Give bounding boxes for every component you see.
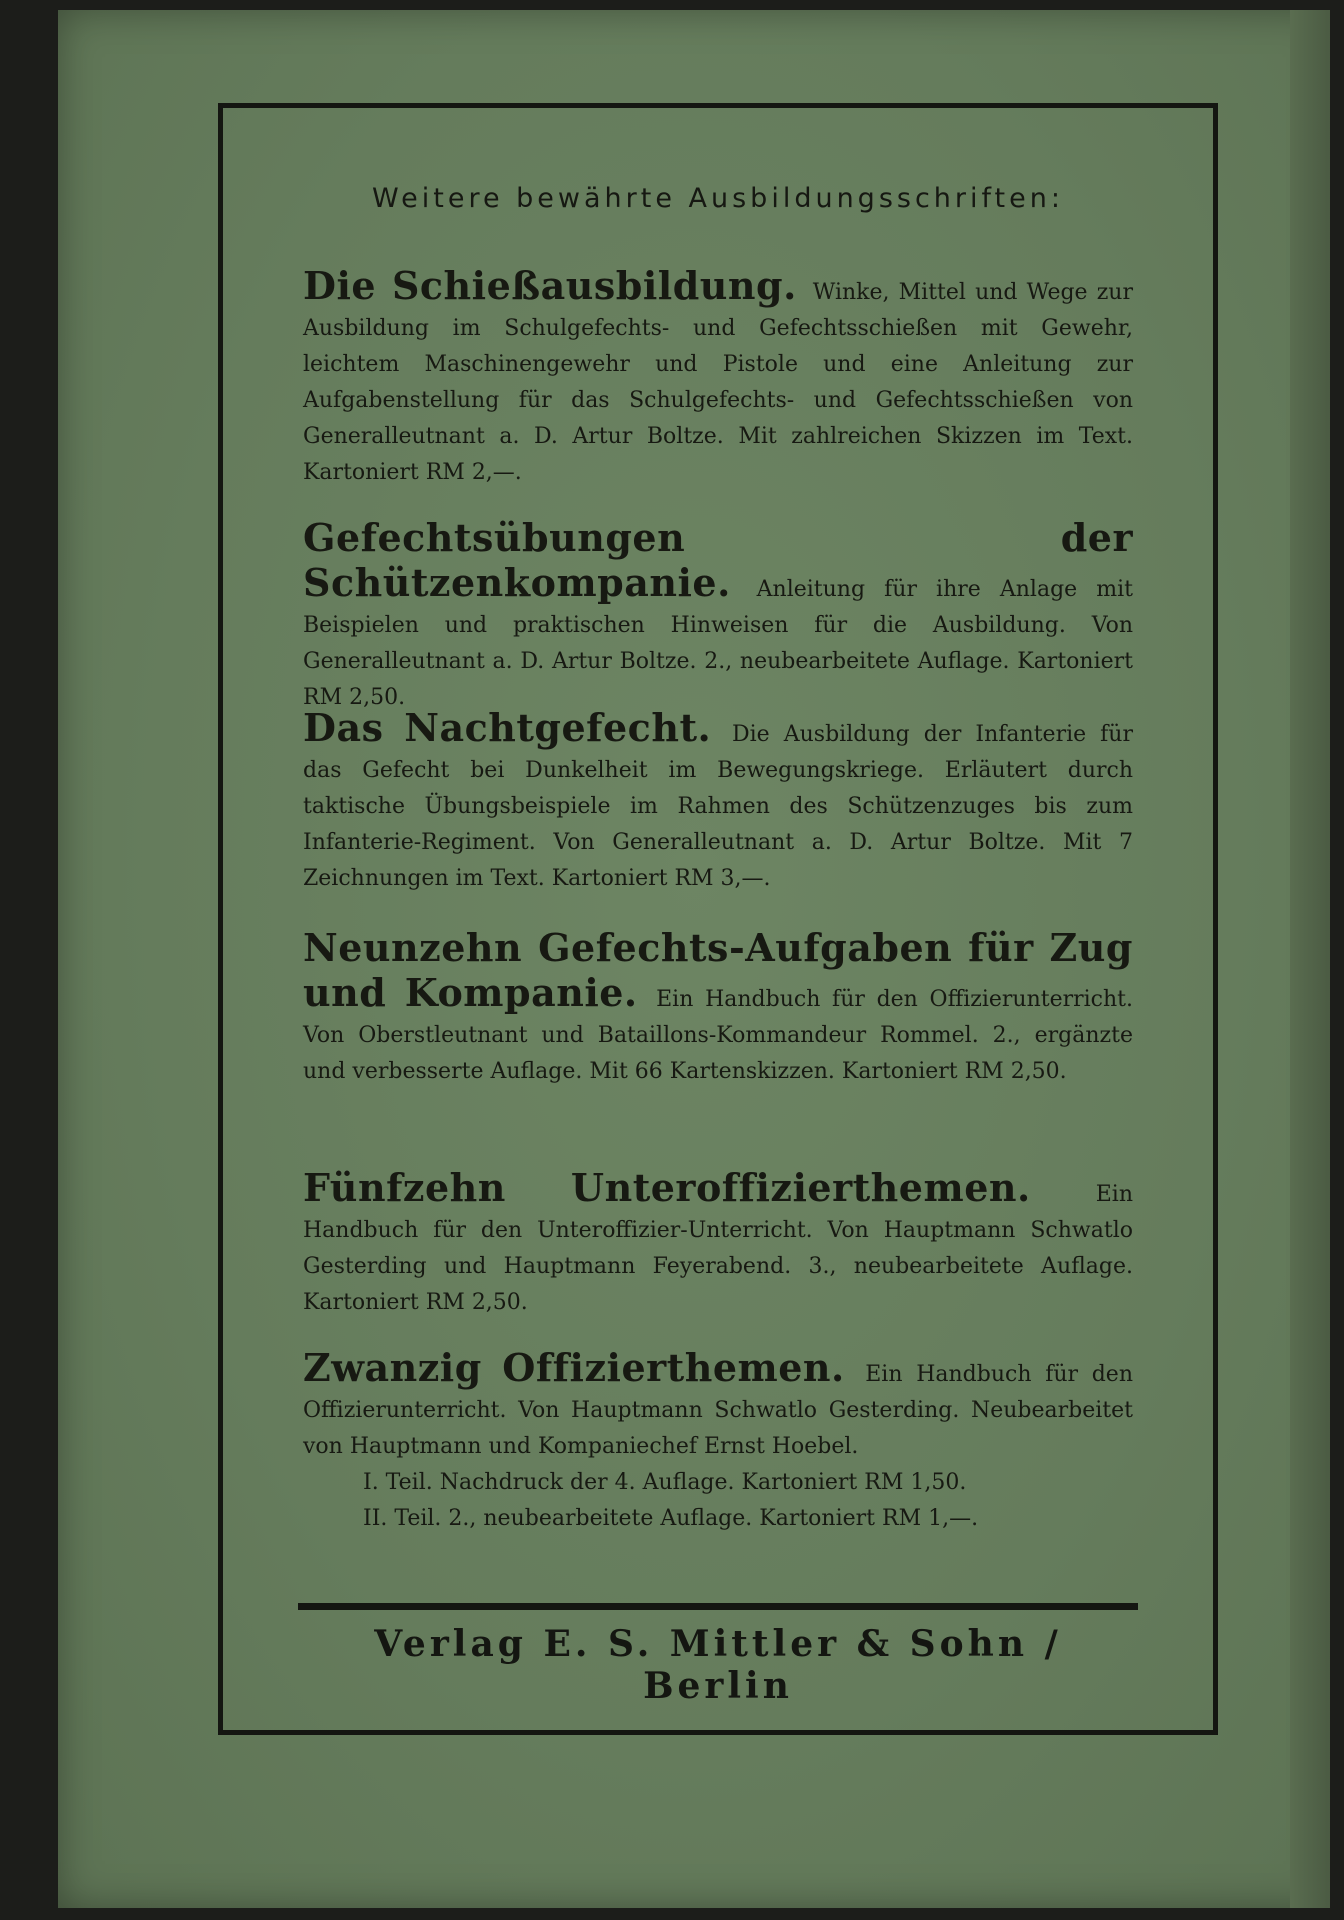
book-entry-unteroffizierthemen bbox=[303, 1165, 1133, 1321]
book-entry-schiessausbildung bbox=[303, 263, 1133, 491]
publisher-imprint: Verlag E. S. Mittler & Sohn / Berlin bbox=[374, 1623, 1062, 1707]
footer-divider bbox=[298, 1603, 1138, 1610]
book-title: Fünfzehn Unteroffizierthemen. bbox=[303, 1165, 1096, 1210]
book-entry-gefechtsaufgaben bbox=[303, 925, 1134, 1090]
book-back-cover bbox=[58, 10, 1330, 1908]
book-title: Die Schießausbildung. bbox=[303, 263, 813, 308]
book-entry-offizierthemen bbox=[303, 1345, 1133, 1537]
book-description: Die Ausbildung der Infanterie für das Gefecht bei Dunkelheit im Bewegungskriege. Erläutert durch taktische Übungsbeispiele im Rahmen des Schützenzuges bis zum Infanterie-Regiment. Von Generalleutnant a. D. Artur Boltze. Mit 7 Zeichnungen im Text. Kartoniert RM 3,—. bbox=[303, 722, 1133, 891]
book-description: Winke, Mittel und Wege zur Ausbildung im Schulgefechts- und Gefechtsschießen mit Gewehr, leichtem Maschinengewehr und Pistole und eine Anleitung zur Aufgabenstellung für das Schulgefechts- und Gefechtsschießen von Generalleutnant a. D. Artur Boltze. Mit zahlreichen Skizzen im Text. Kartoniert RM 2,—. bbox=[303, 280, 1133, 485]
book-title: Zwanzig Offizierthemen. bbox=[303, 1345, 866, 1390]
book-title: Neunzehn Gefechts-Aufgaben für Zug und Kompanie. bbox=[303, 925, 1133, 1015]
book-entry-nachtgefecht bbox=[303, 705, 1133, 897]
advertisement-frame bbox=[218, 103, 1218, 1735]
book-title: Gefechtsübungen der Schützenkompanie. bbox=[303, 515, 1133, 605]
book-entry-gefechtsuebungen bbox=[303, 515, 1133, 716]
book-description: Anleitung für ihre Anlage mit Beispielen und praktischen Hinweisen für die Ausbildung. Von Generalleutnant a. D. Artur Boltze. 2., neubearbeitete Auflage. Kartoniert RM 2,50. bbox=[303, 577, 1133, 710]
section-heading: Weitere bewährte Ausbildungsschriften: bbox=[372, 183, 1064, 214]
book-title: Das Nachtgefecht. bbox=[303, 705, 732, 750]
book-part-one: I. Teil. Nachdruck der 4. Auflage. Kartoniert RM 1,50. bbox=[363, 1470, 967, 1495]
book-spine-edge bbox=[1290, 10, 1330, 1908]
book-part-two: II. Teil. 2., neubearbeitete Auflage. Kartoniert RM 1,—. bbox=[363, 1506, 979, 1531]
book-description: Ein Handbuch für den Offizierunterricht. Von Hauptmann Schwatlo Gesterding. Neubearbeitet von Hauptmann und Kompaniechef Ernst Hoebel. bbox=[303, 1362, 1133, 1459]
book-description: Ein Handbuch für den Offizierunterricht. Von Oberstleutnant und Bataillons-Kommandeur Rommel. 2., ergänzte und verbesserte Auflage. Mit 66 Kartenskizzen. Kartoniert RM 2,50. bbox=[303, 987, 1134, 1084]
book-description: Ein Handbuch für den Unteroffizier-Unterricht. Von Hauptmann Schwatlo Gesterding und Hauptmann Feyerabend. 3., neubearbeitete Auflage. Kartoniert RM 2,50. bbox=[303, 1182, 1133, 1315]
